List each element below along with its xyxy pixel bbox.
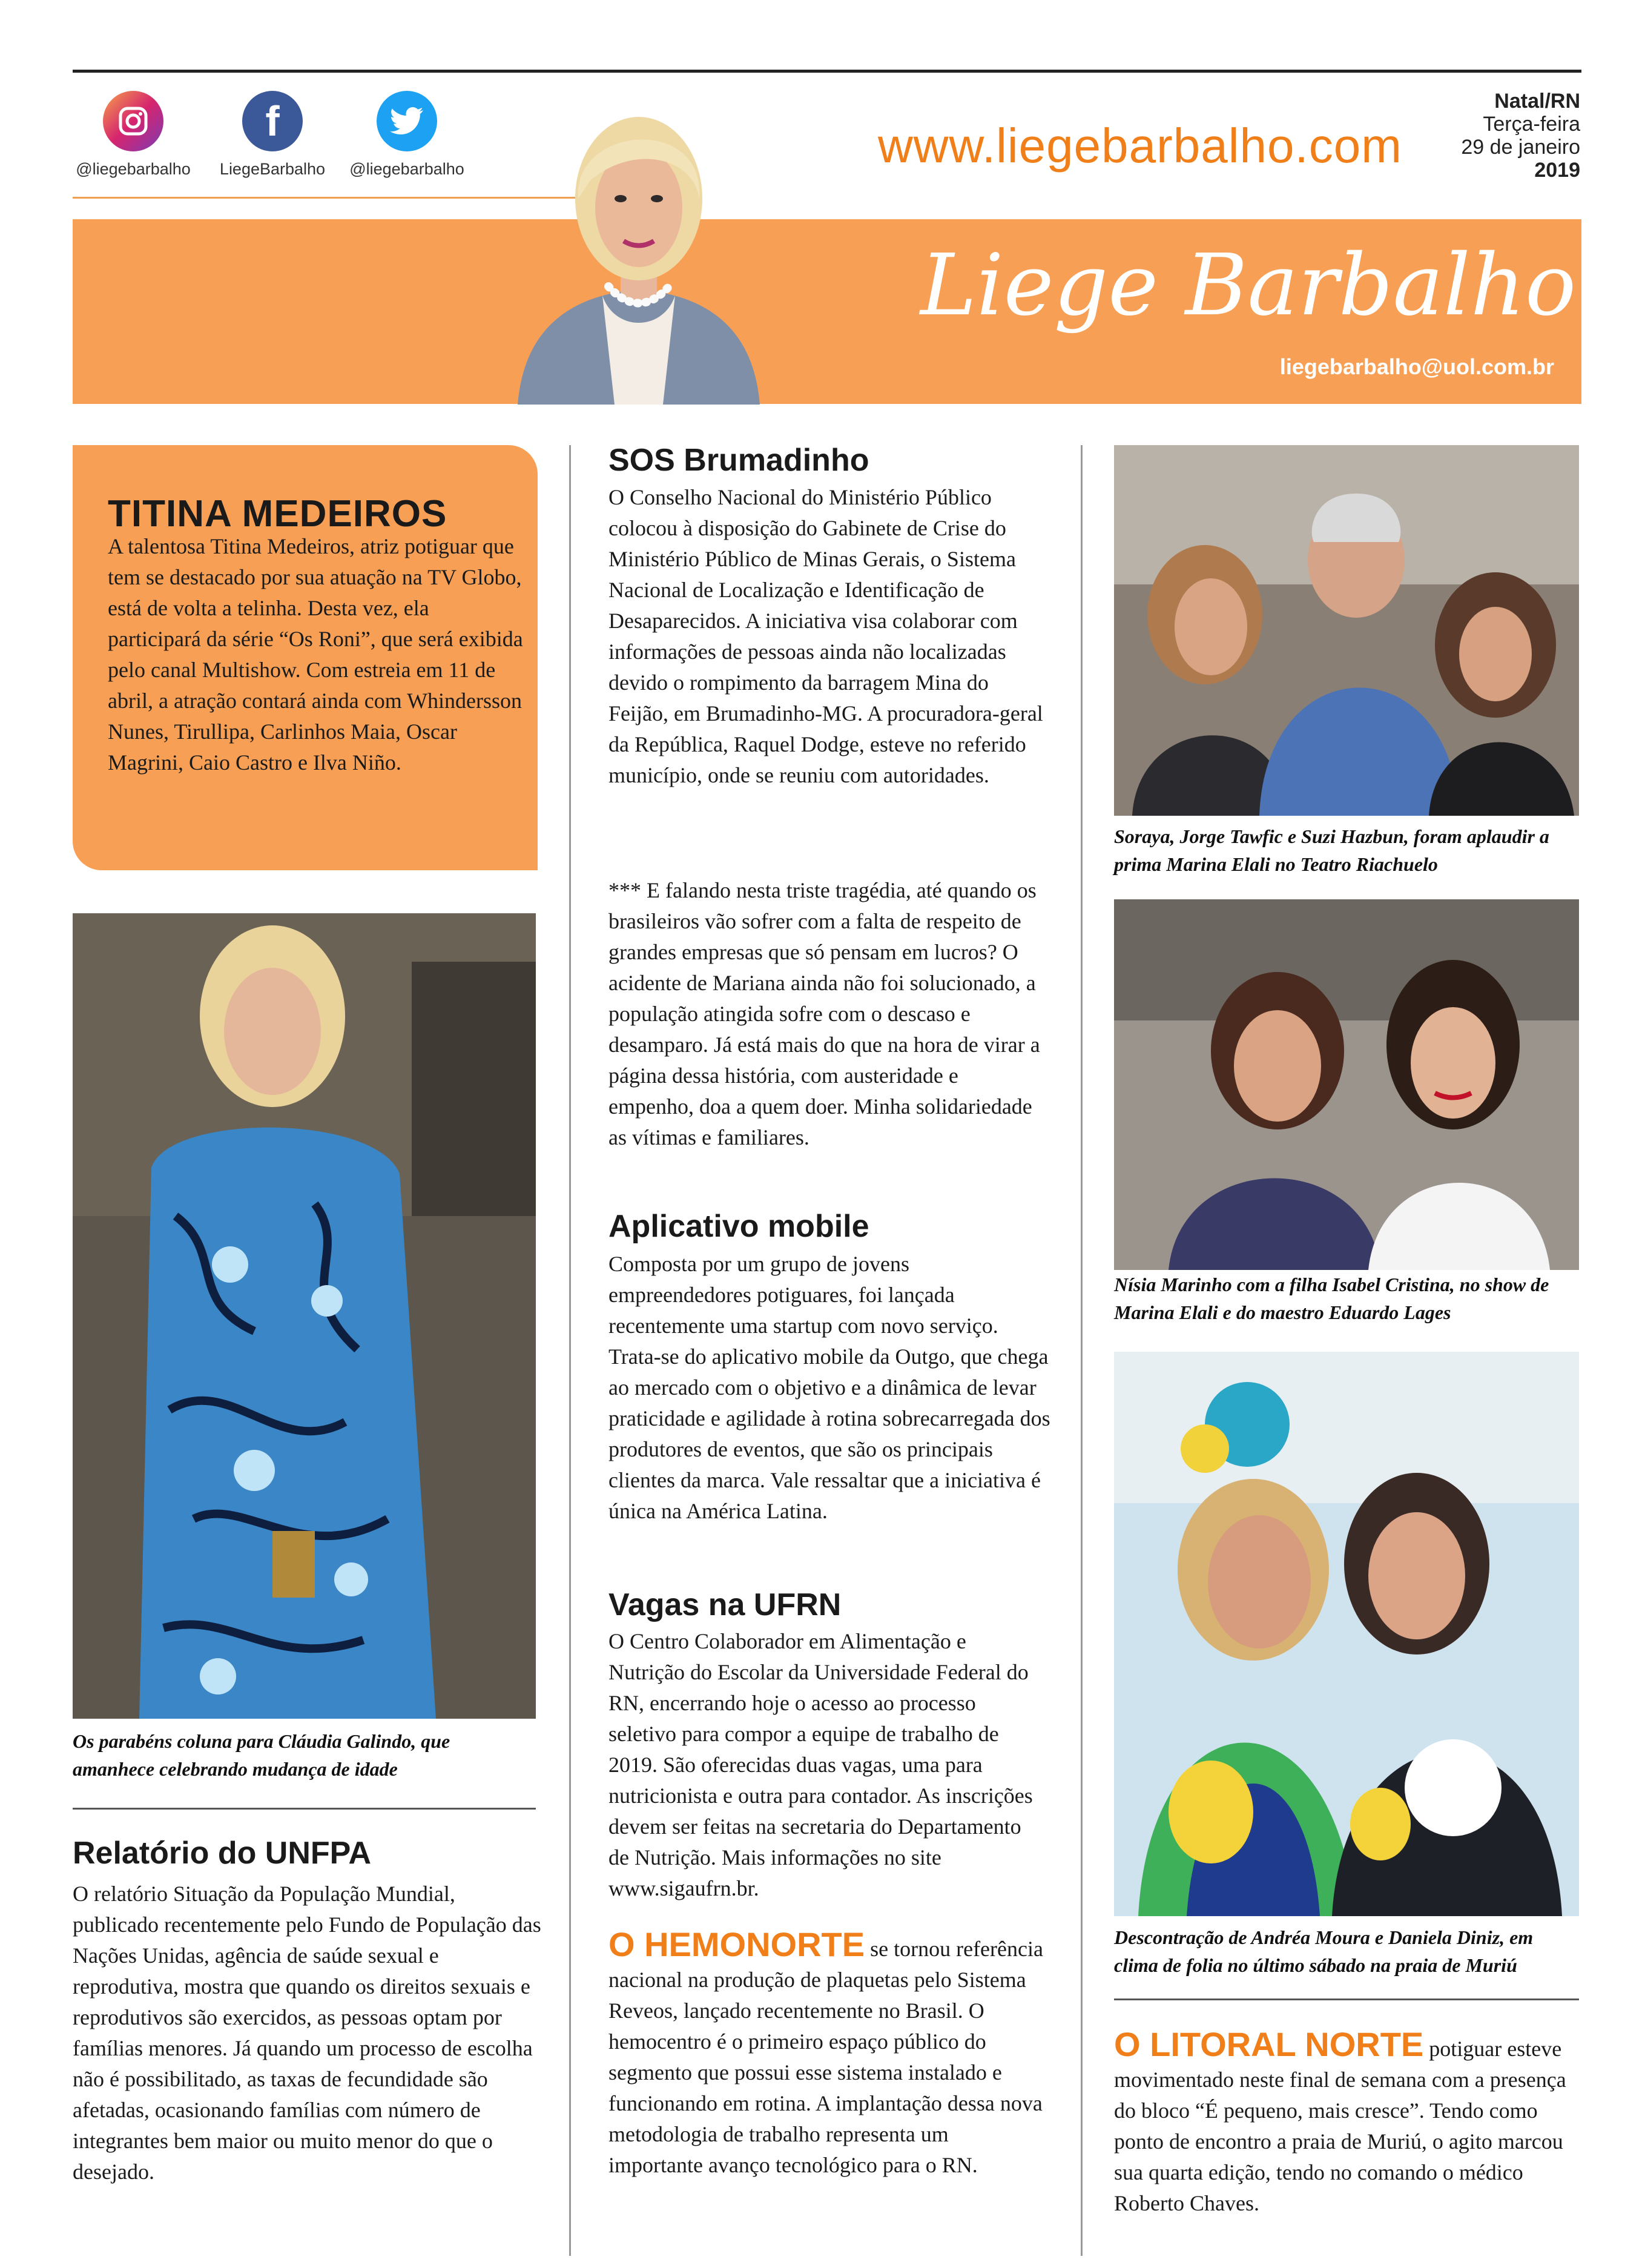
facebook-icon: f — [242, 91, 303, 151]
photo-soraya-jorge-suzi — [1114, 445, 1579, 816]
sos-title: SOS Brumadinho — [608, 443, 869, 478]
instagram-handle: @liegebarbalho — [76, 160, 191, 178]
divider-litoral — [1114, 1999, 1579, 2000]
sos-text: O Conselho Nacional do Ministério Público colocou à disposição do Gabinete de Crise do Ministério Público de Minas Gerais, o Sistema Nacional de Localização e Identificação de Desaparecidos. A iniciativa visa colaborar com informações de pessoas ainda não localizadas devido o rompimento da barragem Mina do Feijão, em Brumadinho-MG. A procuradora-geral da República, Raquel Dodge, esteve no referido município, onde se reuniu com autoridades. — [608, 485, 1043, 787]
caption-photo-3: Descontração de Andréa Moura e Daniela Diniz, em clima de folia no último sábado na praia de Muriú — [1114, 1926, 1534, 1976]
caption-photo-2: Nísia Marinho com a filha Isabel Cristina, no show de Marina Elali e do maestro Eduardo Lages — [1114, 1274, 1549, 1323]
hemonorte-paragraph — [608, 1925, 1044, 2181]
twitter-handle: @liegebarbalho — [349, 160, 464, 178]
column-divider-right — [1081, 445, 1083, 2256]
titina-box — [73, 445, 538, 870]
photo-claudia-galindo — [73, 913, 536, 1719]
unfpa-text: O relatório Situação da População Mundial, publicado recentemente pelo Fundo de População das Nações Unidas, agência de saúde sexual e reprodutiva, mostra que quando os direitos sexuais e reprodutivos são exercidos, as pessoas optam por famílias menores. Já quando um processo de escolha não é possibilitado, as taxas de fecundidade são afetadas, ocasionando famílias com número de integrantes bem maior ou muito menor do que o desejado. — [73, 1882, 541, 2184]
litoral-lead: O LITORAL NORTE — [1114, 2025, 1424, 2063]
caption-photo-1: Soraya, Jorge Tawfic e Suzi Hazbun, foram aplaudir a prima Marina Elali no Teatro Riachuelo — [1114, 825, 1549, 875]
caption-claudia: Os parabéns coluna para Cláudia Galindo, que amanhece celebrando mudança de idade — [73, 1730, 450, 1780]
litoral-paragraph — [1114, 2025, 1580, 2219]
city: Natal/RN — [1494, 90, 1580, 113]
app-text: Composta por um grupo de jovens empreendedores potiguares, foi lançada recentemente uma startup com novo serviço. Trata-se do aplicativo mobile da Outgo, que chega ao mercado com o objetivo e a dinâmica de levar praticidade e agilidade à rotina sobrecarregada dos produtores de eventos, que são os principais clientes da marca. Vale ressaltar que a iniciativa é única na América Latina. — [608, 1252, 1050, 1523]
twitter-icon — [377, 91, 437, 151]
website-link[interactable]: www.liegebarbalho.com — [878, 119, 1402, 173]
date: 29 de janeiro — [1461, 136, 1580, 159]
app-title: Aplicativo mobile — [608, 1209, 869, 1244]
hemonorte-lead: O HEMONORTE — [608, 1925, 865, 1963]
facebook-handle: LiegeBarbalho — [219, 160, 326, 178]
columnist-portrait — [512, 78, 766, 405]
titina-text: A talentosa Titina Medeiros, atriz potiguar que tem se destacado por sua atuação na TV Globo, está de volta a telinha. Desta vez, ela participará da série “Os Roni”, que será exibida pelo canal Multishow. Com estreia em 11 de abril, a atração contará ainda com Whindersson Nunes, Tirullipa, Carlinhos Maia, Oscar Magrini, Caio Castro e Ilva Niño. — [108, 534, 523, 775]
instagram-link[interactable] — [67, 91, 200, 179]
weekday: Terça-feira — [1483, 113, 1580, 136]
instagram-icon — [103, 91, 163, 151]
photo-nisia-isabel — [1114, 899, 1579, 1270]
photo-andrea-daniela — [1114, 1352, 1579, 1916]
unfpa-title: Relatório do UNFPA — [73, 1836, 372, 1871]
twitter-link[interactable] — [340, 91, 473, 179]
dateline — [1461, 90, 1580, 182]
top-rule — [73, 70, 1581, 73]
columnist-name: Liege Barbalho — [920, 236, 1577, 335]
titina-title: TITINA MEDEIROS — [108, 493, 447, 535]
ufrn-title: Vagas na UFRN — [608, 1587, 842, 1622]
divider-unfpa — [73, 1808, 536, 1810]
column-divider-left — [569, 445, 571, 2256]
ufrn-text: O Centro Colaborador em Alimentação e Nutrição do Escolar da Universidade Federal do RN, encerrando hoje o acesso ao processo seletivo para compor a equipe de trabalho de 2019. São oferecidas duas vagas, uma para nutricionista e outra para contador. As inscrições devem ser feitas na secretaria do Departamento de Nutrição. Mais informações no site www.sigaufrn.br. — [608, 1629, 1033, 1900]
year: 2019 — [1534, 159, 1580, 182]
litoral-text: potiguar esteve movimentado neste final de semana com a presença do bloco “É pequeno, mais cresce”. Tendo como ponto de encontro a praia de Muriú, o agito marcou sua quarta edição, tendo no comando o médico Roberto Chaves. — [1114, 2037, 1566, 2215]
hemonorte-text: se tornou referência nacional na produção de plaquetas pelo Sistema Reveos, lançado recentemente no Brasil. O hemocentro é o primeiro espaço público do segmento que possui esse sistema instalado e funcionando em rotina. A implantação dessa nova metodologia de trabalho representa um importante avanço tecnológico para o RN. — [608, 1937, 1043, 2177]
facebook-link[interactable] — [206, 91, 339, 179]
columnist-email[interactable]: liegebarbalho@uol.com.br — [1279, 354, 1554, 379]
sos-text-continued: *** E falando nesta triste tragédia, até quando os brasileiros vão sofrer com a falta de respeito de grandes empresas que só pensam em lucros? O acidente de Mariana ainda não foi solucionado, a população atingida sofre com o descaso e desamparo. Já está mais do que na hora de virar a página dessa história, com austeridade e empenho, doa a quem doer. Minha solidariedade as vítimas e familiares. — [608, 878, 1040, 1149]
